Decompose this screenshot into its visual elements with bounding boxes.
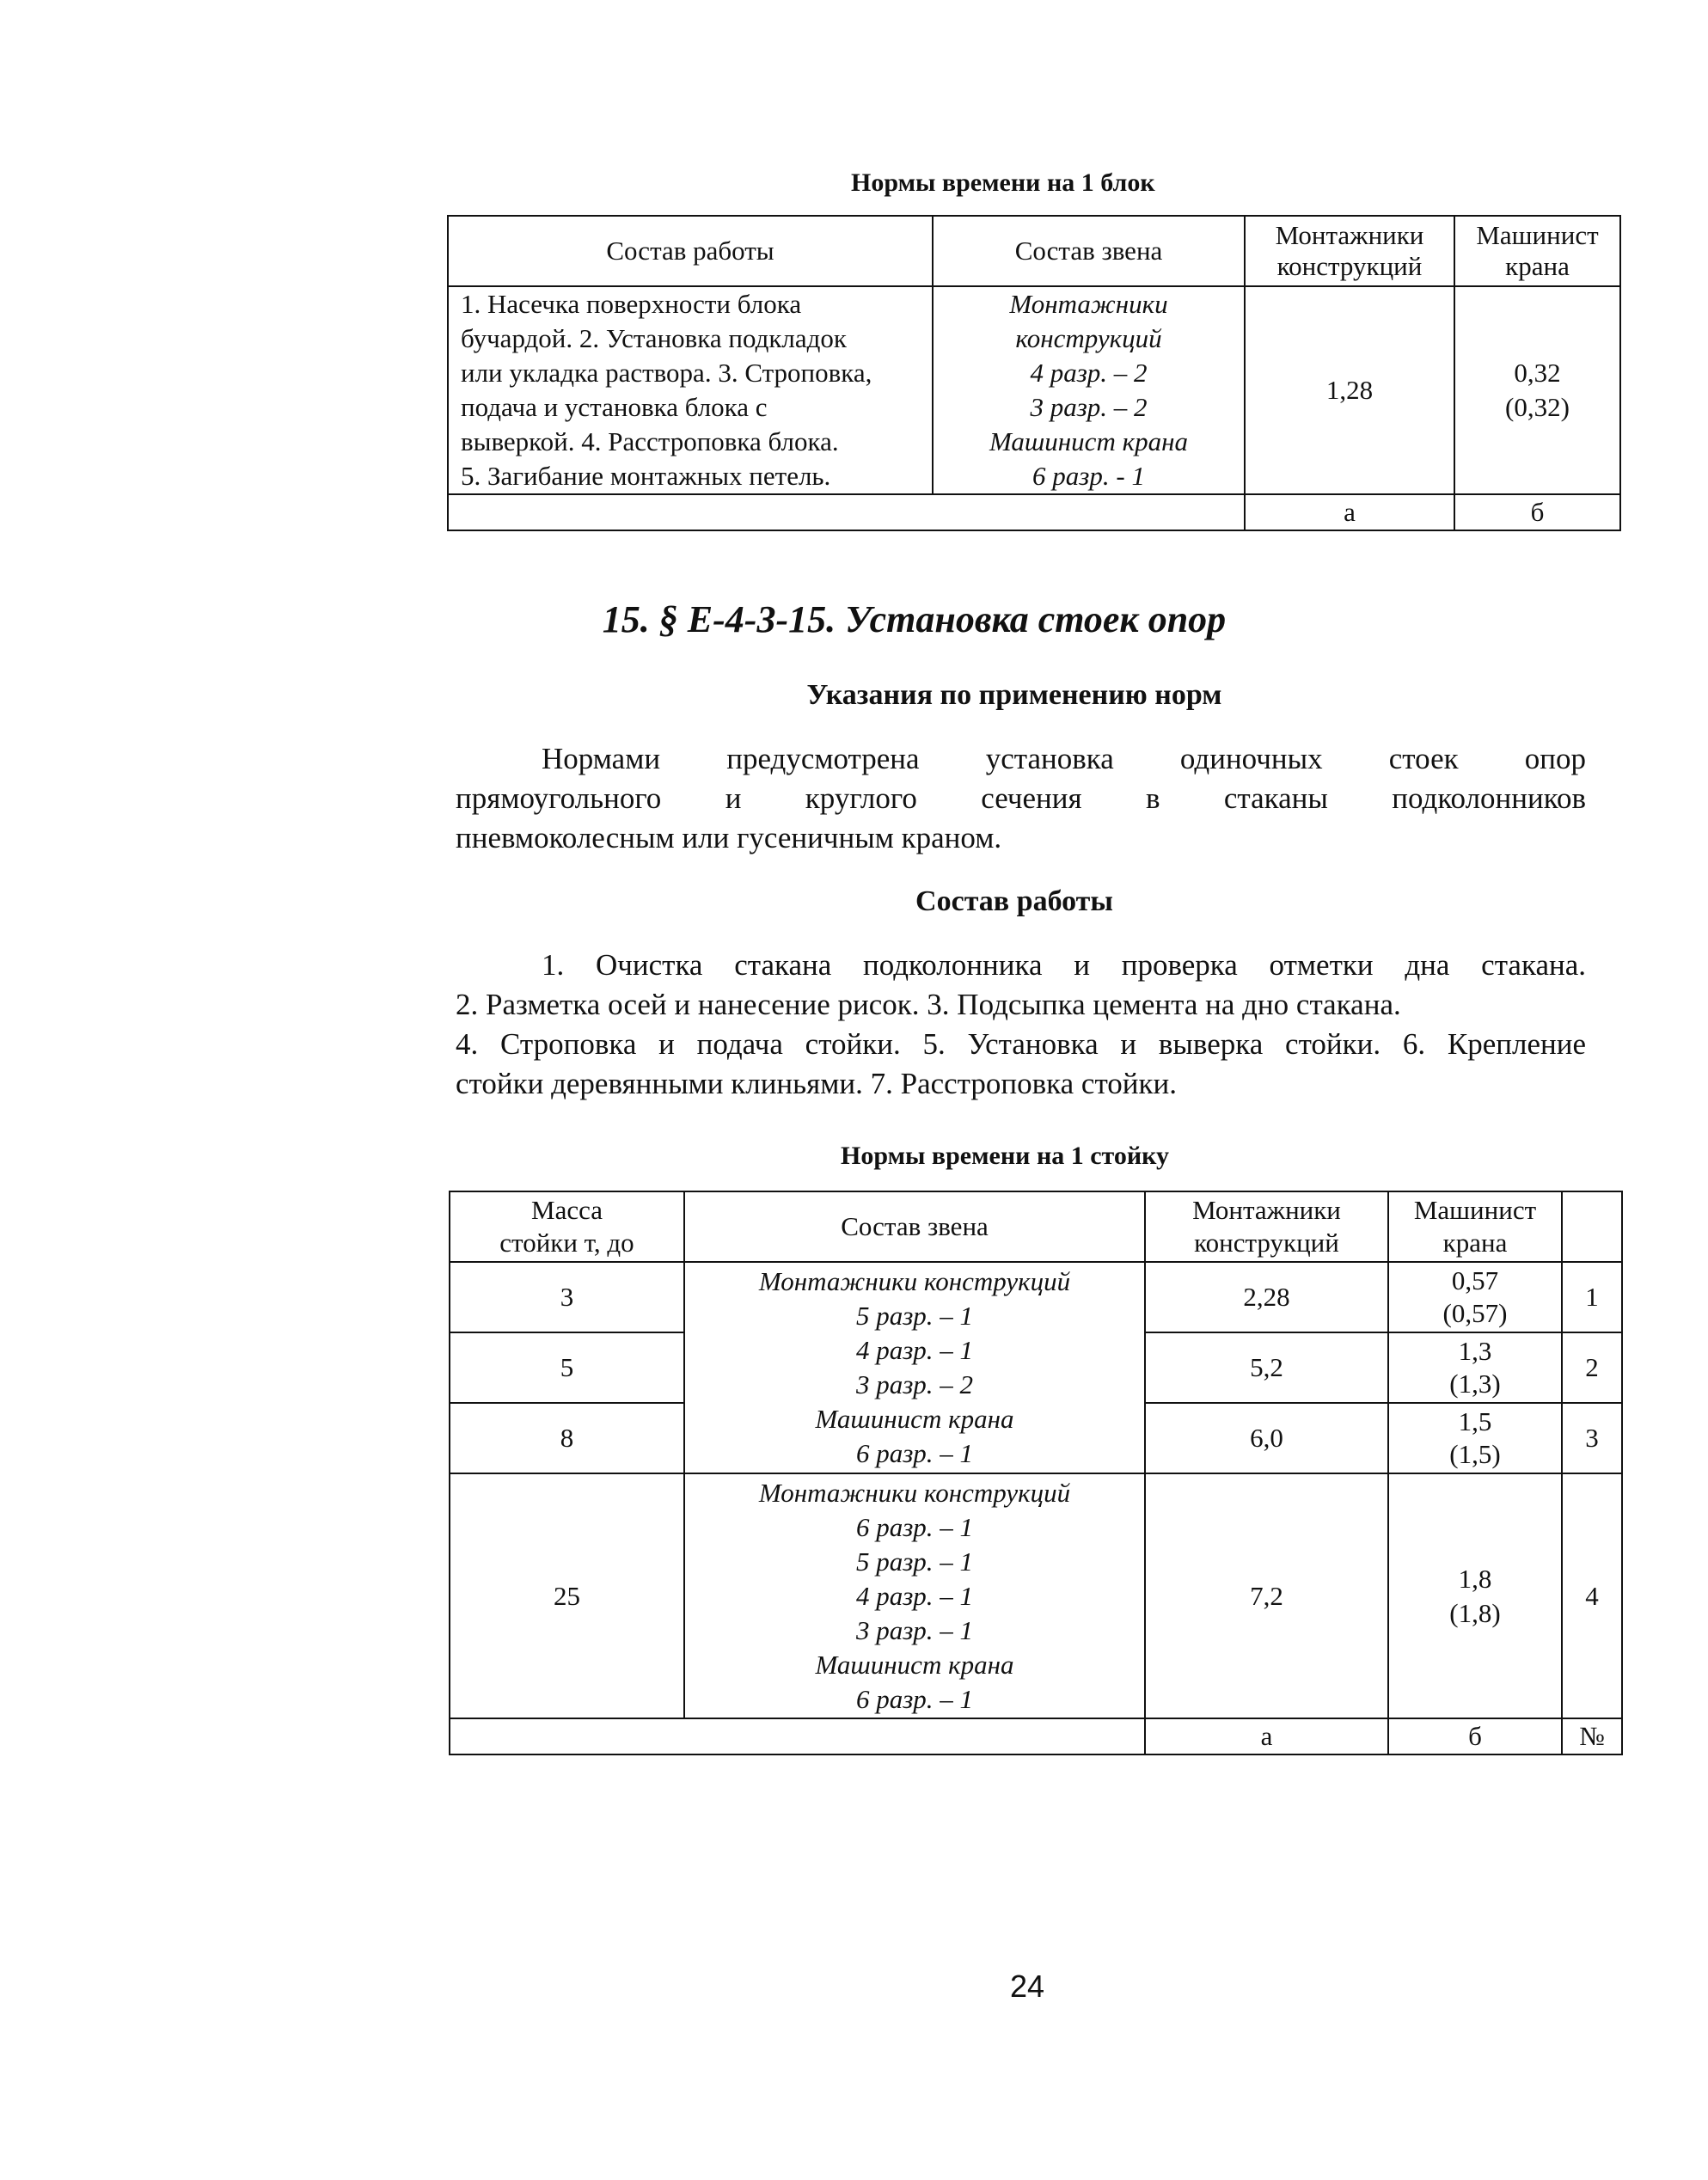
work-paragraph xyxy=(456,946,1586,1104)
header-work: Состав работы xyxy=(448,216,933,286)
header-mashinist: Машинист крана xyxy=(1388,1191,1562,1262)
header-num xyxy=(1562,1191,1622,1262)
footer-a: а xyxy=(1245,494,1454,530)
guidance-line-3: пневмоколесным или гусеничным краном. xyxy=(456,821,1002,854)
header-mass: Масса стойки т, до xyxy=(450,1191,684,1262)
mass-cell: 25 xyxy=(450,1473,684,1718)
footer-b: б xyxy=(1454,494,1620,530)
table1-header-row xyxy=(448,216,1620,286)
montazhniki-value: 1,28 xyxy=(1245,286,1454,494)
work-line-2: 2. Разметка осей и нанесение рисок. 3. Подсыпка цемента на дно стакана. xyxy=(456,988,1401,1021)
table2 xyxy=(449,1191,1623,1755)
footer-b: б xyxy=(1388,1718,1562,1754)
page-number: 24 xyxy=(1010,1969,1045,2004)
footer-empty xyxy=(450,1718,1145,1754)
row-number: 3 xyxy=(1562,1403,1622,1473)
section-title: 15. § Е-4-3-15. Установка стоек опор xyxy=(602,598,1227,640)
mashinist-cell: 1,3 (1,3) xyxy=(1388,1332,1562,1403)
table1-data-row xyxy=(448,286,1620,494)
mashinist-cell: 1,8 (1,8) xyxy=(1388,1473,1562,1718)
guidance-heading: Указания по применению норм xyxy=(806,679,1222,711)
work-description: 1. Насечка поверхности блока бучардой. 2. Установка подкладок или укладка раствора. 3. Строповка, подача и установка блока с выверкой. 4. Расстроповка блока. 5. Загибание монтажных петель. xyxy=(448,286,933,494)
table1-footer-row xyxy=(448,494,1620,530)
header-montazhniki: Монтажники конструкций xyxy=(1145,1191,1388,1262)
row-number: 2 xyxy=(1562,1332,1622,1403)
montazhniki-cell: 7,2 xyxy=(1145,1473,1388,1718)
work-heading: Состав работы xyxy=(915,885,1113,917)
table2-row-1 xyxy=(450,1262,1622,1332)
crew-composition: Монтажники конструкций 4 разр. – 2 3 разр. – 2 Машинист крана 6 разр. - 1 xyxy=(933,286,1245,494)
guidance-paragraph xyxy=(456,739,1586,858)
row-number: 4 xyxy=(1562,1473,1622,1718)
table2-caption: Нормы времени на 1 стойку xyxy=(841,1142,1170,1170)
table2-footer-row xyxy=(450,1718,1622,1754)
header-mashinist: Машинист крана xyxy=(1454,216,1620,286)
mashinist-value: 0,32 (0,32) xyxy=(1454,286,1620,494)
footer-empty xyxy=(448,494,1245,530)
mashinist-cell: 1,5 (1,5) xyxy=(1388,1403,1562,1473)
work-line-4: стойки деревянными клиньями. 7. Расстроповка стойки. xyxy=(456,1067,1177,1100)
crew-composition-bottom: Монтажники конструкций 6 разр. – 1 5 разр. – 1 4 разр. – 1 3 разр. – 1 Машинист крана 6 разр. – 1 xyxy=(684,1473,1145,1718)
mass-cell: 5 xyxy=(450,1332,684,1403)
row-number: 1 xyxy=(1562,1262,1622,1332)
table2-header-row xyxy=(450,1191,1622,1262)
table1 xyxy=(447,215,1621,531)
mashinist-cell: 0,57 (0,57) xyxy=(1388,1262,1562,1332)
guidance-line-2: прямоугольного и круглого сечения в стаканы подколонников xyxy=(456,781,1586,815)
montazhniki-cell: 5,2 xyxy=(1145,1332,1388,1403)
header-montazhniki: Монтажники конструкций xyxy=(1245,216,1454,286)
footer-num: № xyxy=(1562,1718,1622,1754)
crew-composition-top: Монтажники конструкций 5 разр. – 1 4 разр. – 1 3 разр. – 2 Машинист крана 6 разр. – 1 xyxy=(684,1262,1145,1473)
table1-caption: Нормы времени на 1 блок xyxy=(851,168,1155,197)
work-line-1: 1. Очистка стакана подколонника и проверка отметки дна стакана. xyxy=(542,948,1586,982)
guidance-line-1: Нормами предусмотрена установка одиночных стоек опор xyxy=(542,742,1586,775)
header-crew: Состав звена xyxy=(933,216,1245,286)
footer-a: а xyxy=(1145,1718,1388,1754)
mass-cell: 8 xyxy=(450,1403,684,1473)
header-crew: Состав звена xyxy=(684,1191,1145,1262)
work-line-3: 4. Строповка и подача стойки. 5. Установка и выверка стойки. 6. Крепление xyxy=(456,1027,1586,1061)
table2-row-4 xyxy=(450,1473,1622,1718)
montazhniki-cell: 2,28 xyxy=(1145,1262,1388,1332)
mass-cell: 3 xyxy=(450,1262,684,1332)
montazhniki-cell: 6,0 xyxy=(1145,1403,1388,1473)
